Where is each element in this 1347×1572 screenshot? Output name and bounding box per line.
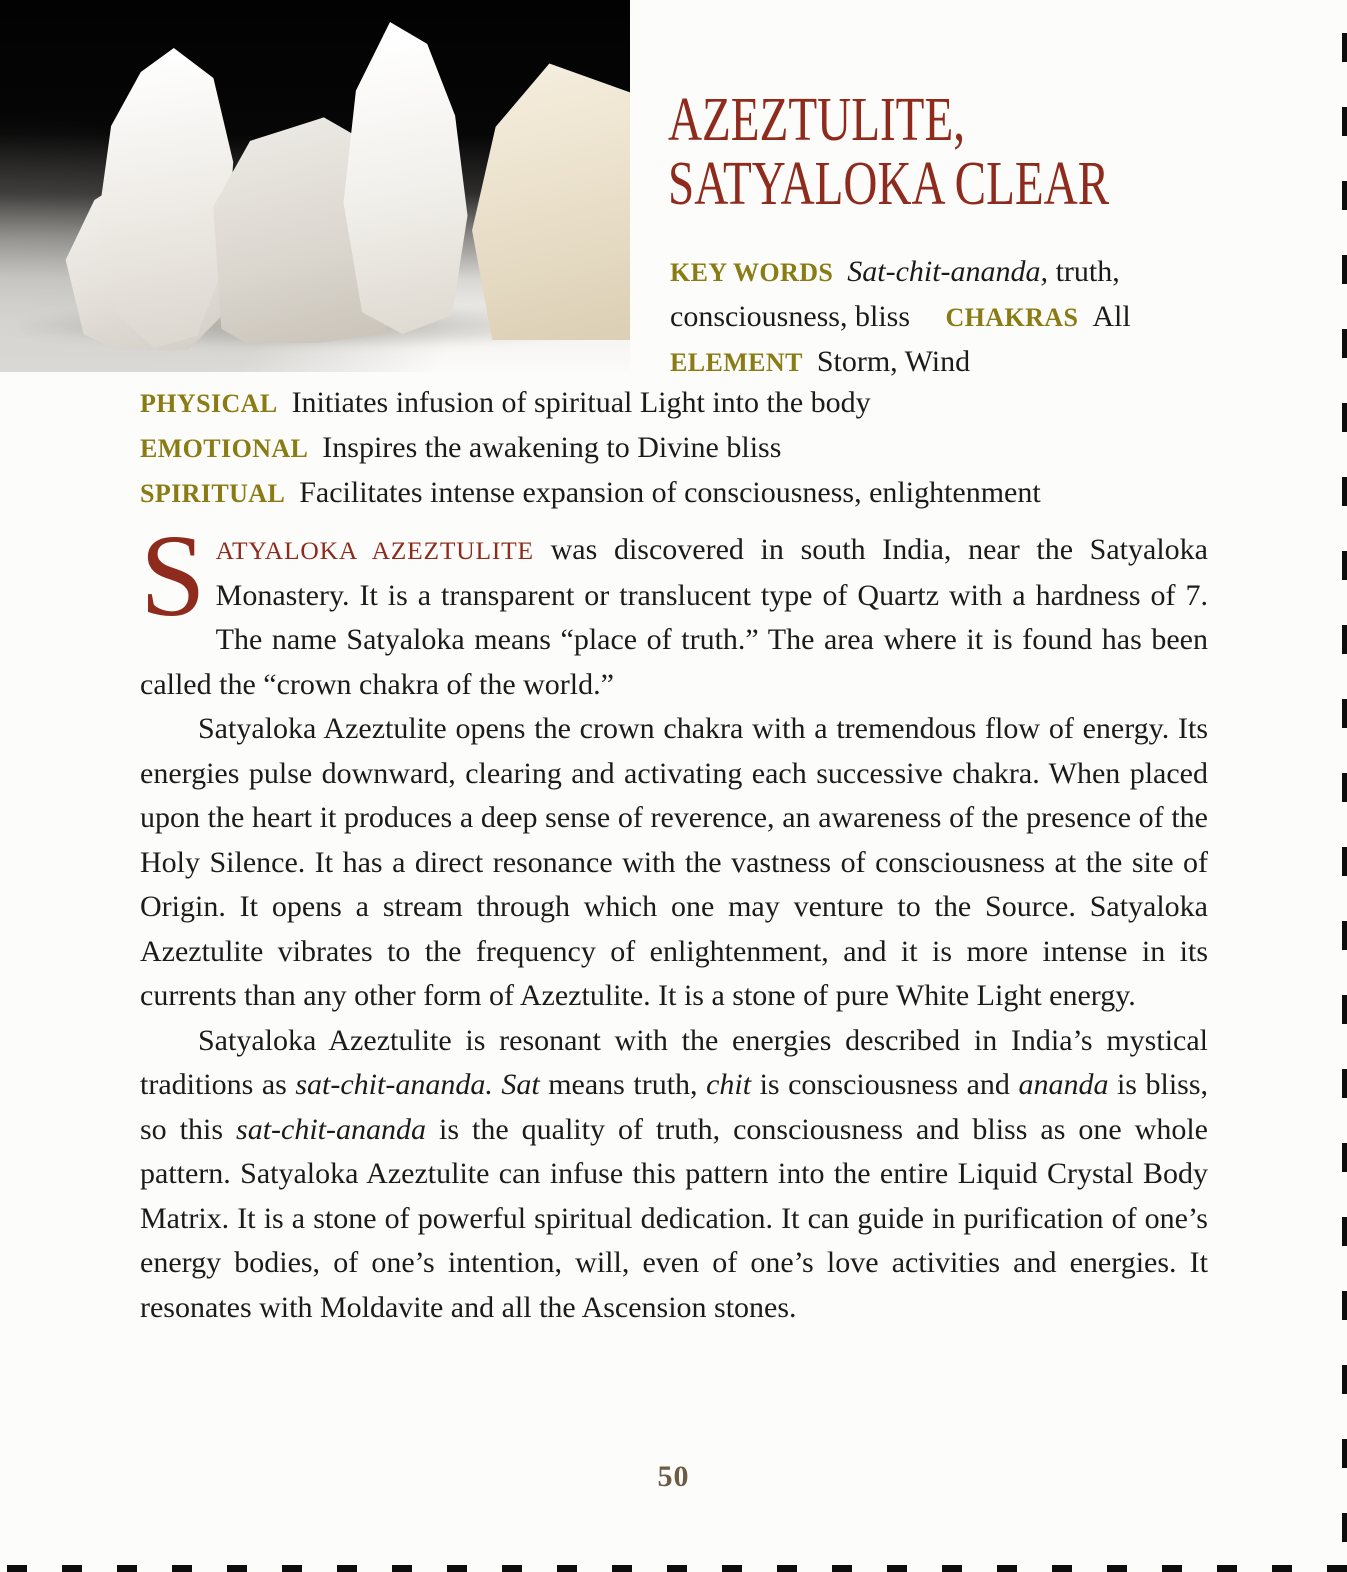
page-title bbox=[668, 88, 1248, 216]
key-words-value-italic: Sat-chit-ananda, bbox=[847, 255, 1049, 288]
chakras-label: CHAKRAS bbox=[945, 303, 1079, 332]
text-segment: chit bbox=[706, 1068, 752, 1101]
attribute-lines bbox=[140, 381, 1250, 516]
page-number: 50 bbox=[657, 1460, 690, 1493]
attribute-line bbox=[140, 381, 1250, 426]
text-segment: means truth, bbox=[539, 1068, 707, 1101]
attribute-line bbox=[140, 471, 1250, 516]
attribute-text: Initiates infusion of spiritual Light into the body bbox=[291, 386, 871, 419]
text-segment: is the quality of truth, consciousness and bliss as one whole pattern. Satyaloka Azeztulite can infuse this pattern into the entire Liquid Crystal Body Matrix. It is a stone of powerful spiritual dedication. It can guide in purification of one’s energy bodies, of one’s intention, will, even of one’s love activities and energies. It resonates with Moldavite and all the Ascension stones. bbox=[140, 1112, 1208, 1324]
text-segment: Satyaloka Azeztulite is resonant with the energies described in India’s mystical traditions as bbox=[140, 1023, 1208, 1101]
chakras-value: All bbox=[1092, 300, 1131, 333]
attribute-label: PHYSICAL bbox=[140, 389, 278, 418]
keywords-block bbox=[670, 250, 1258, 385]
title-line-2: SATYALOKA CLEAR bbox=[668, 150, 1110, 218]
text-segment: sat-chit-ananda. Sat bbox=[295, 1068, 540, 1101]
element-value: Storm, Wind bbox=[816, 345, 971, 378]
paragraph bbox=[140, 707, 1208, 1019]
title-line-1: AZEZTULITE, bbox=[668, 86, 966, 154]
text-segment: is bliss, so this bbox=[140, 1068, 1209, 1146]
attribute-line bbox=[140, 426, 1250, 471]
text-segment: sat-chit-ananda bbox=[236, 1112, 426, 1146]
key-words-label: KEY WORDS bbox=[670, 258, 834, 287]
element-line bbox=[670, 340, 1258, 385]
paragraph bbox=[140, 510, 1208, 707]
attribute-label: EMOTIONAL bbox=[140, 434, 309, 463]
text-segment: ATYALOKA AZEZTULITE bbox=[215, 536, 534, 565]
paragraph bbox=[140, 1019, 1208, 1331]
key-words-value-rest: truth, consciousness, bliss bbox=[670, 255, 1120, 333]
drop-cap: S bbox=[140, 510, 206, 641]
text-segment: Satyaloka Azeztulite opens the crown chakra with a tremendous flow of energy. Its energies pulse downward, clearing and activating each successive chakra. When placed upon the heart it produces a deep sense of reverence, an awareness of the presence of the Holy Silence. It has a direct resonance with the vastness of consciousness at the site of Origin. It opens a stream through which one may venture to the Source. Satyaloka Azeztulite vibrates to the frequency of enlightenment, and it is more intense in its currents than any other form of Azeztulite. It is a stone of pure White Light energy. bbox=[140, 712, 1208, 1012]
attribute-text: Inspires the awakening to Divine bliss bbox=[322, 431, 782, 464]
crystals-photo bbox=[0, 0, 630, 372]
body-text bbox=[140, 510, 1209, 1330]
page-edge-marks-bottom bbox=[7, 1565, 1347, 1572]
attribute-label: SPIRITUAL bbox=[140, 479, 286, 508]
page-edge-marks-right bbox=[1342, 33, 1347, 1572]
text-segment: was discovered in south India, near the Satyaloka Monastery. It is a transparent or translucent type of Quartz with a hardness of 7. The name Satyaloka means “place of truth.” The area where it is found has been called the “crown chakra of the world.” bbox=[140, 533, 1208, 701]
element-label: ELEMENT bbox=[670, 348, 803, 377]
text-segment: is consciousness and bbox=[751, 1068, 1019, 1101]
attribute-text: Facilitates intense expansion of consciousness, enlightenment bbox=[299, 476, 1041, 509]
text-segment: ananda bbox=[1018, 1068, 1109, 1101]
